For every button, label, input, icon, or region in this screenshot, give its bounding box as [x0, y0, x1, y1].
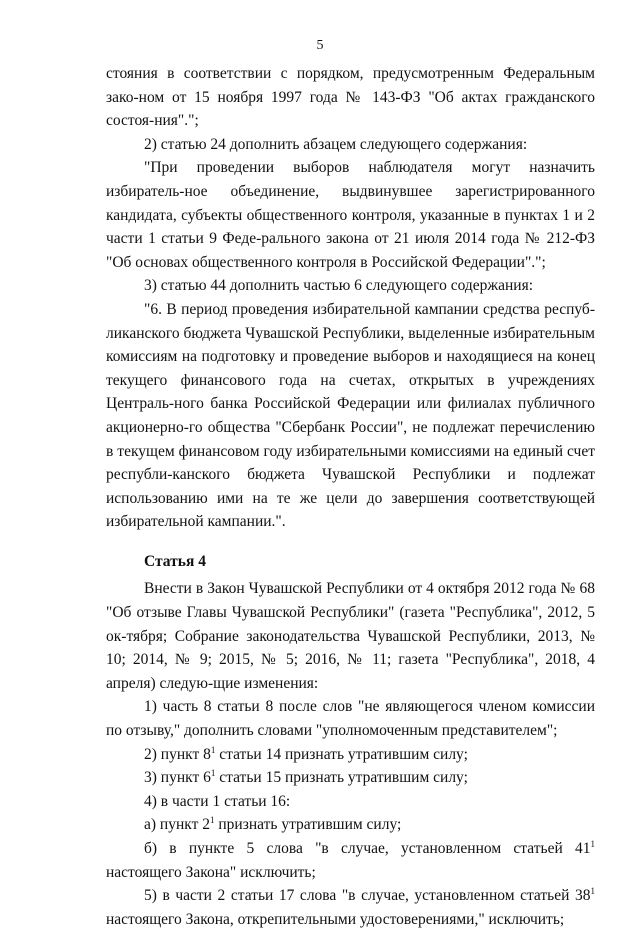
item-2-rest: статьи 14 признать утратившим силу; [215, 745, 468, 763]
article-intro: Внести в Закон Чувашской Республики от 4 октября 2012 года № 68 "Об отзыве Главы Чувашской Республики" (газета "Республика", 2012, 5 ок-тября; Собрание законодательства Чувашской Республики, 2013, № 10; 2014, № 9; 2015, № 5; 2016, № 11; газета "Республика", 2018, 4 апреля) следую-щие изменения: [106, 580, 595, 692]
item-5-rest: настоящего Закона, открепительными удостоверениями," исключить; [106, 910, 565, 928]
item-4b-superscript: 1 [590, 839, 595, 849]
document-body [106, 62, 595, 931]
item-3-text: 3) пункт 6 [144, 769, 211, 787]
item-4a-rest: признать утратившим силу; [214, 816, 402, 834]
item-4b-text: б) в пункте 5 слова "в случае, установленном статьей 41 [144, 840, 591, 857]
article-item-4a [106, 813, 595, 837]
paragraph-item-3-art44: 3) статью 44 дополнить частью 6 следующего содержания: [144, 277, 534, 295]
article-item-1: 1) часть 8 статьи 8 после слов "не являющегося членом комиссии по отзыву," дополнить словами "уполномоченным представителем"; [106, 698, 595, 740]
article-item-4b [106, 837, 595, 884]
item-5-superscript: 1 [590, 886, 595, 897]
paragraph-quote-observers: "При проведении выборов наблюдателя могут назначить избиратель-ное объединение, выдвинувшее зарегистрированного кандидата, субъекты общественного контроля, указанные в пунктах 1 и 2 части 1 статьи 9 Феде-рального закона от 21 июля 2014 года № 212-ФЗ "Об основах общественного контроля в Российской Федерации"."; [106, 159, 595, 271]
item-4b-rest: настоящего Закона" исключить; [106, 863, 316, 881]
page-number: 5 [316, 38, 324, 53]
article-item-3 [106, 766, 595, 790]
item-2-superscript: 1 [210, 744, 216, 755]
paragraph-item-2-art24: 2) статью 24 дополнить абзацем следующего содержания: [144, 135, 528, 153]
paragraph-continuation: стояния в соответствии с порядком, предусмотренным Федеральным зако-ном от 15 ноября 1997 года № 143-ФЗ "Об актах гражданского состоя-ния"."; [106, 65, 595, 130]
article-item-5 [106, 884, 595, 931]
item-4a-text: а) пункт 2 [144, 816, 210, 834]
item-3-superscript: 1 [210, 768, 216, 779]
item-3-rest: статьи 15 признать утратившим силу; [215, 769, 468, 787]
article-heading: Статья 4 [144, 552, 206, 570]
item-4a-superscript: 1 [209, 815, 215, 826]
paragraph-quote-budget: "6. В период проведения избирательной кампании средства респуб-ликанского бюджета Чувашской Республики, выделенные избирательным комиссиям на подготовку и проведение выборов и находящиеся на конец текущего финансового года на счетах, открытых в учреждениях Централь-ного банка Российской Федерации или филиалах публичного акционерно-го общества "Сбербанк России", не подлежат перечислению в текущем финансовом году избирательными комиссиями на единый счет республи-канского бюджета Чувашской Республики и подлежат использованию ими на те же цели до завершения соответствующей избирательной кампании.". [106, 300, 595, 531]
item-2-text: 2) пункт 8 [144, 745, 211, 763]
article-item-2 [106, 743, 595, 767]
article-item-4: 4) в части 1 статьи 16: [144, 792, 291, 810]
item-5-text: 5) в части 2 статьи 17 слова "в случае, установленном статьей 38 [144, 887, 591, 905]
